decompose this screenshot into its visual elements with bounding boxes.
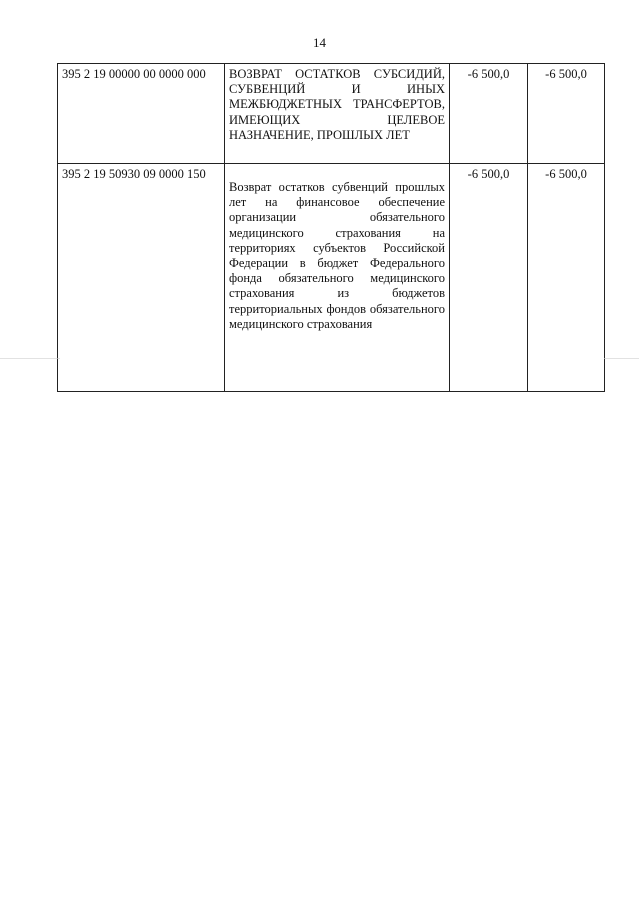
scan-artifact-line [0, 358, 60, 359]
description-cell [225, 164, 450, 392]
amount-cell-1: -6 500,0 [450, 164, 528, 392]
page-number: 14 [313, 35, 326, 50]
description-text: ВОЗВРАТ ОСТАТКОВ СУБСИДИЙ, СУБВЕНЦИЙ И ИНЫХ МЕЖБЮДЖЕТНЫХ ТРАНСФЕРТОВ, ИМЕЮЩИХ ЦЕЛЕВОЕ НАЗНАЧЕНИЕ, ПРОШЛЫХ ЛЕТ [229, 67, 445, 142]
amount-cell-2: -6 500,0 [528, 64, 605, 164]
description-cell [225, 64, 450, 164]
amount-cell-2: -6 500,0 [528, 164, 605, 392]
amount-cell-1: -6 500,0 [450, 64, 528, 164]
description-text: Возврат остатков субвенций прошлых лет на финансовое обеспечение организации обязательного медицинского страхования на территориях субъектов Российской Федерации в бюджет Федерального фонда обязательного медицинского страхования из бюджетов территориальных фондов обязательного медицинского страхования [229, 180, 445, 331]
budget-code-cell: 395 2 19 50930 09 0000 150 [58, 164, 225, 392]
table-row [58, 164, 605, 392]
scan-artifact-line [604, 358, 639, 359]
table-row [58, 64, 605, 164]
budget-code-cell: 395 2 19 00000 00 0000 000 [58, 64, 225, 164]
budget-table [57, 63, 605, 392]
